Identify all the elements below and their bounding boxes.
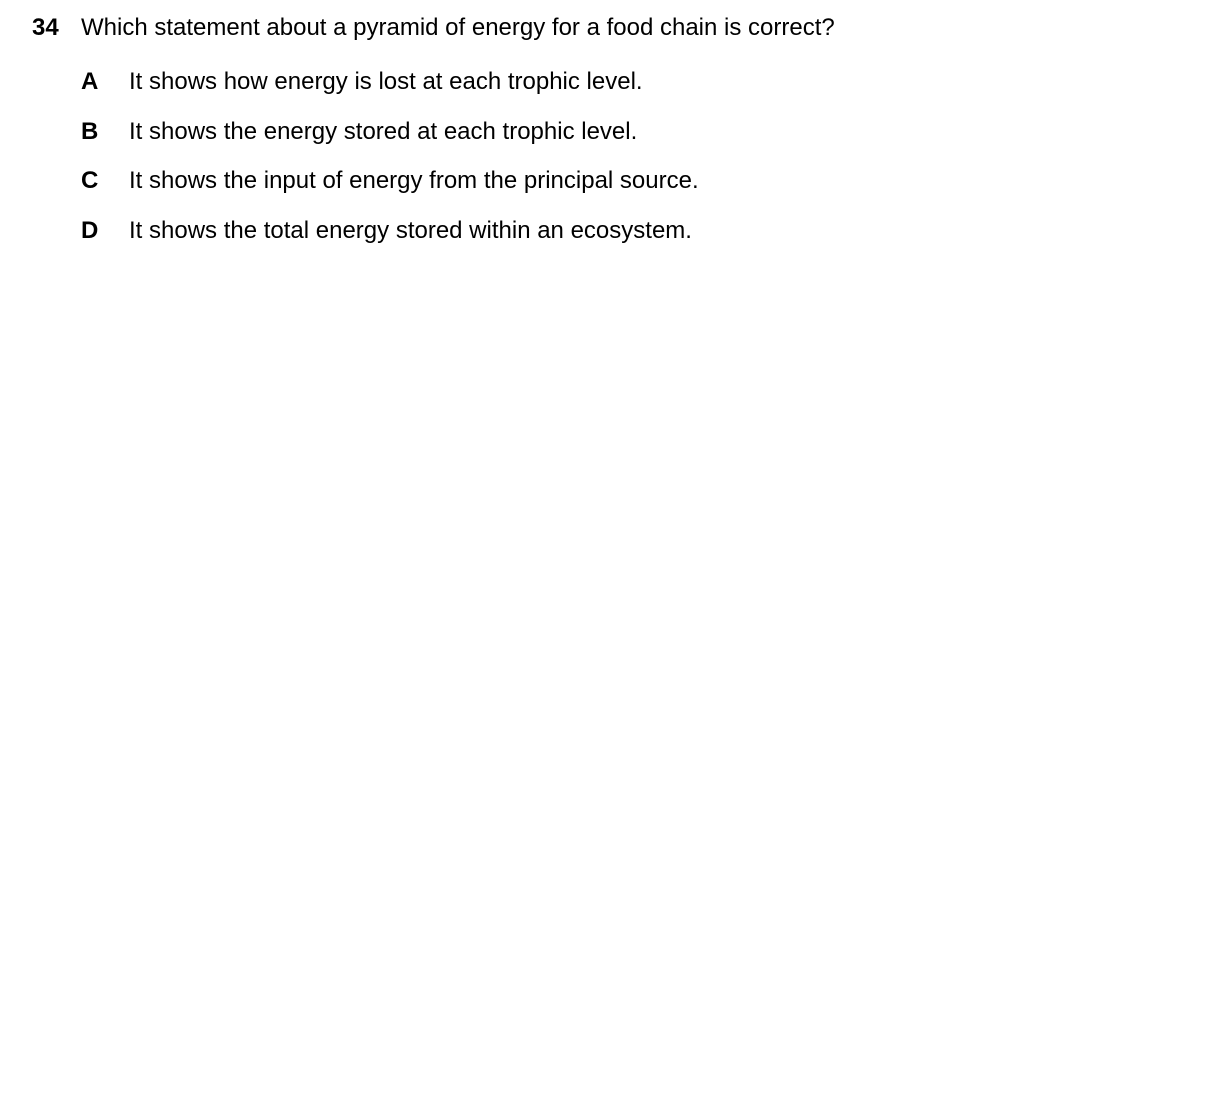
option-letter: A [81,68,99,95]
option-letter: C [81,167,99,194]
question-number: 34 [32,14,59,41]
option-c[interactable] [0,166,900,196]
option-d[interactable] [0,216,900,246]
option-a[interactable] [0,67,900,97]
question-stem: Which statement about a pyramid of energy for a food chain is correct? [81,14,835,41]
option-text: It shows how energy is lost at each trophic level. [129,68,643,95]
option-text: It shows the energy stored at each trophic level. [129,118,638,145]
option-b[interactable] [0,117,900,147]
option-text: It shows the input of energy from the principal source. [129,167,699,194]
option-letter: B [81,118,99,145]
option-text: It shows the total energy stored within an ecosystem. [129,217,692,244]
option-letter: D [81,217,99,244]
